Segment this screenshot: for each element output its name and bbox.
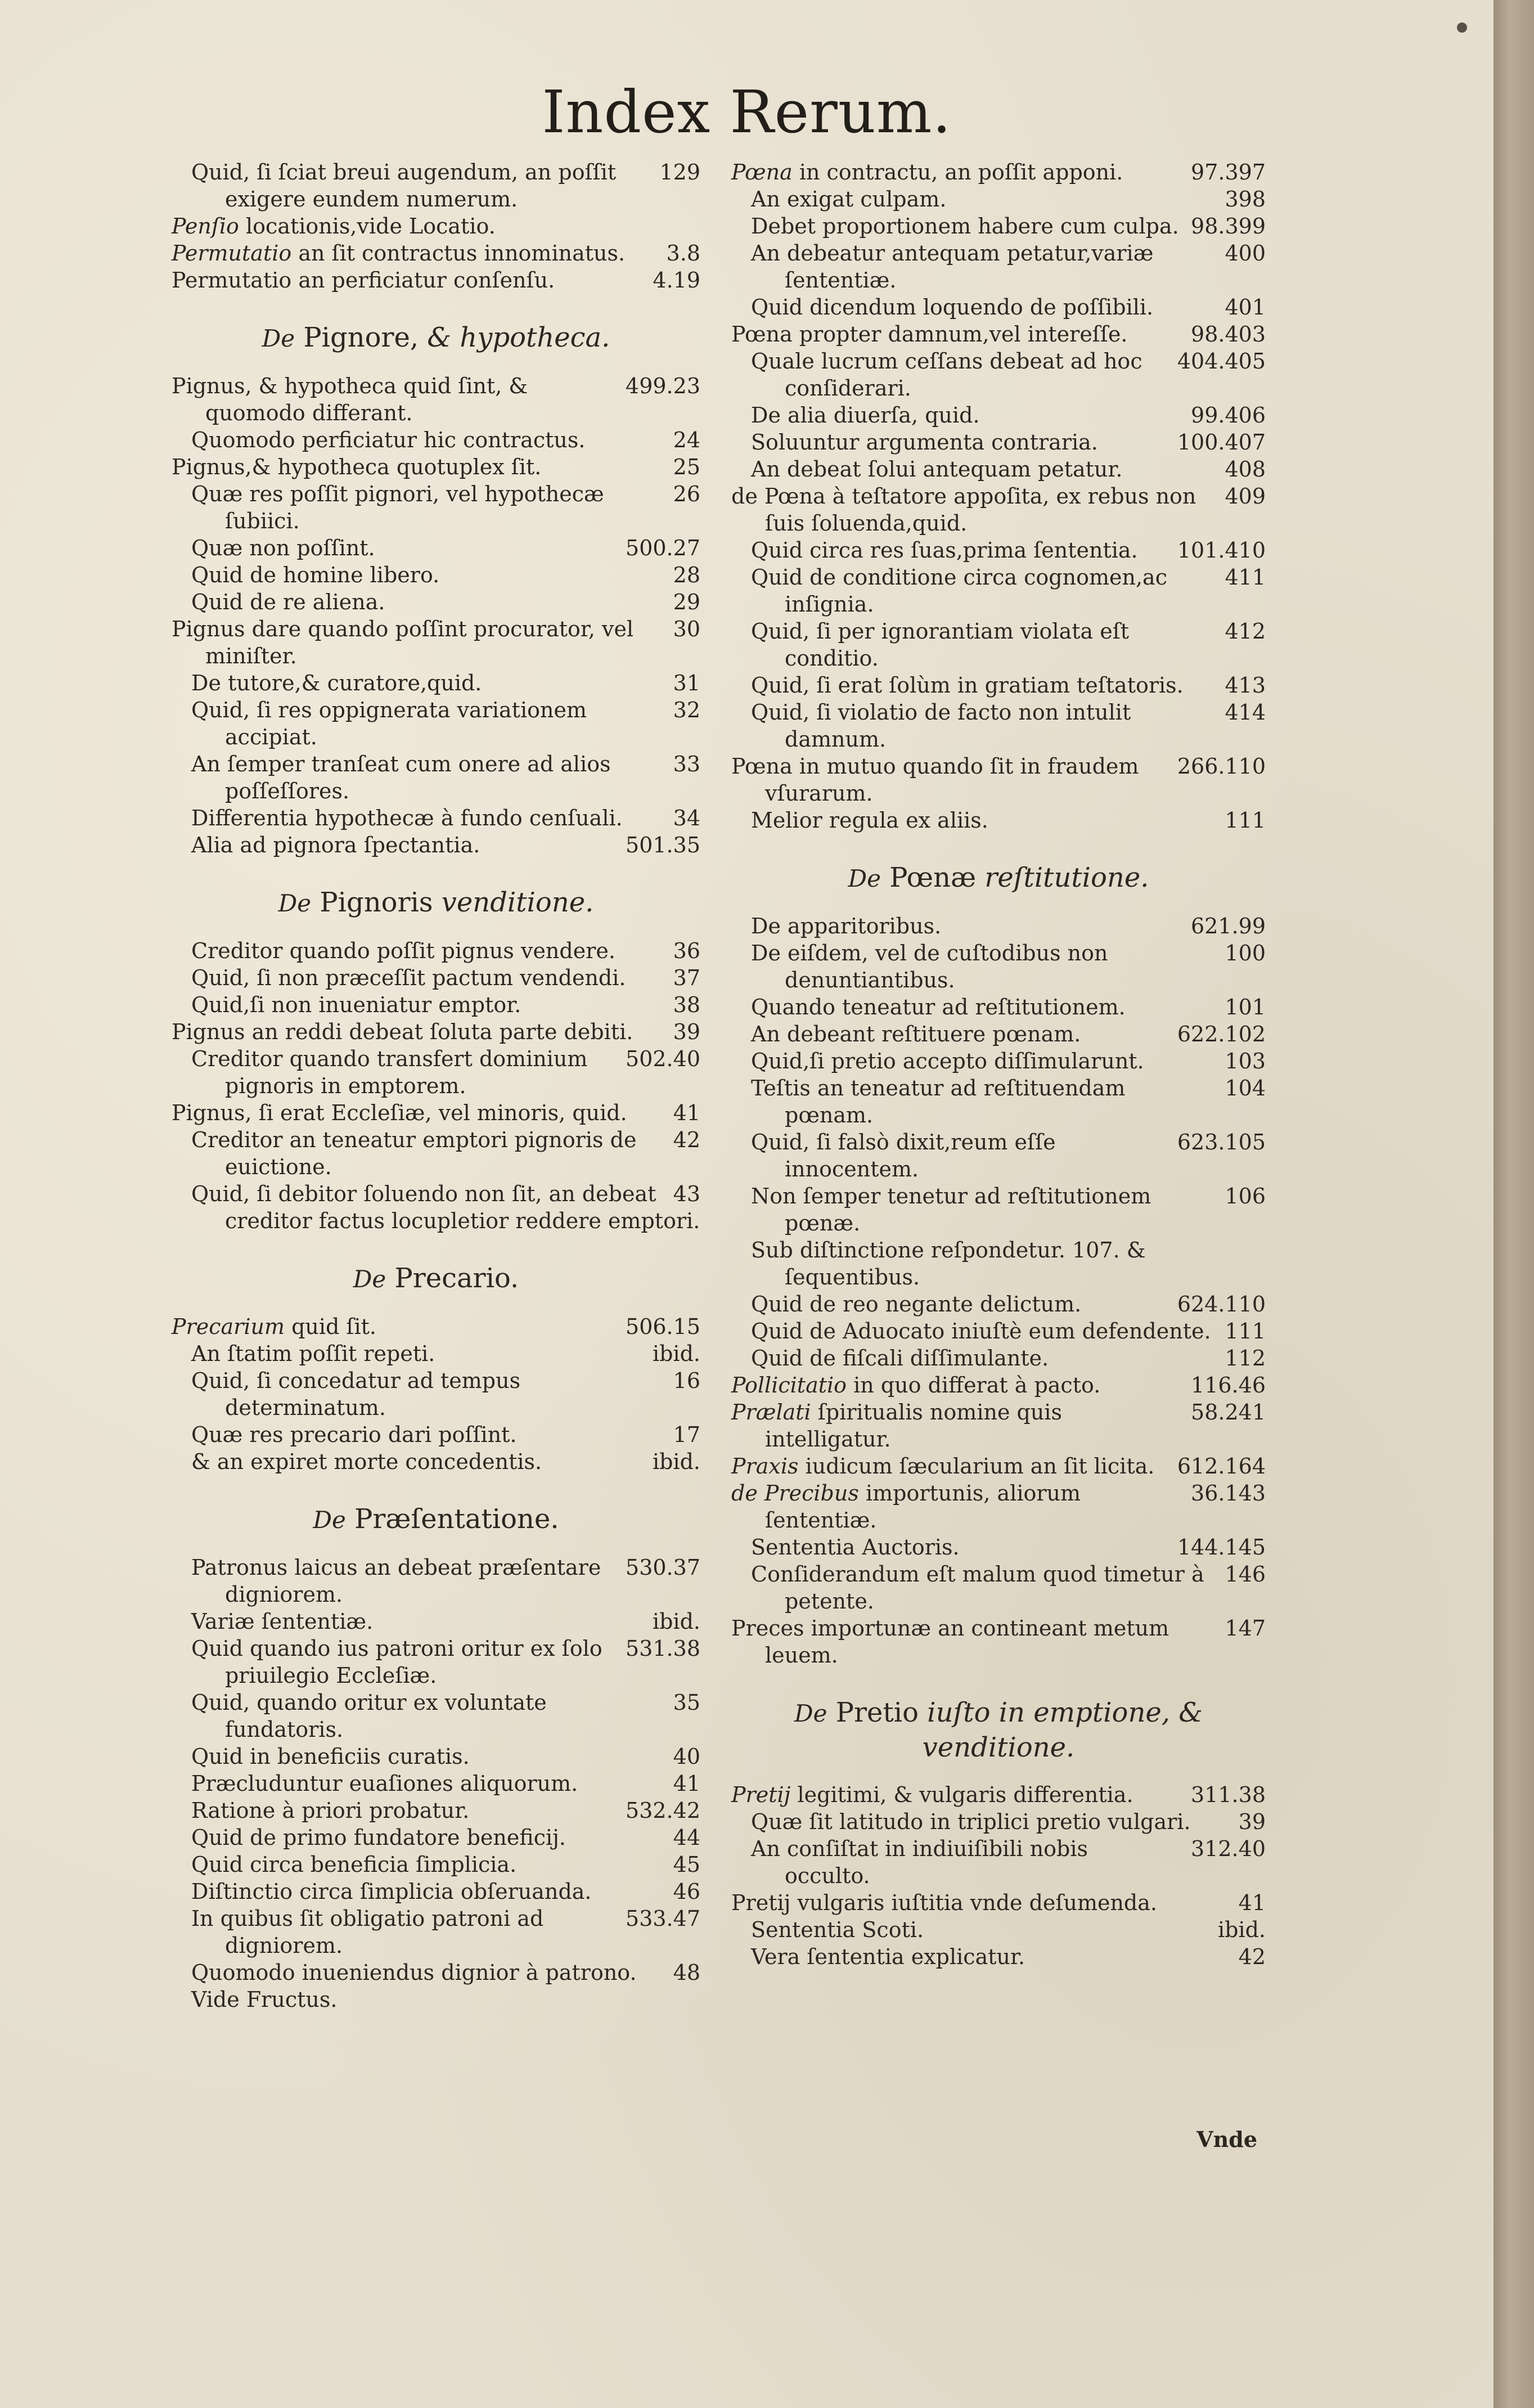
page-reference: 32 bbox=[673, 698, 700, 722]
index-entry bbox=[731, 1318, 1266, 1345]
index-entry bbox=[172, 805, 700, 832]
entry-text: Sententia Auctoris. bbox=[751, 1535, 960, 1560]
page-reference: 36.143 bbox=[1191, 1481, 1266, 1506]
page-reference: 624.110 bbox=[1177, 1292, 1266, 1317]
page-reference: 411 bbox=[1225, 565, 1266, 590]
index-entry bbox=[731, 1075, 1266, 1129]
page-reference: 34 bbox=[673, 806, 700, 830]
page-reference: 48 bbox=[673, 1960, 700, 1985]
entry-text: In quibus ſit obligatio patroni ad digniorem. bbox=[191, 1906, 544, 1958]
entry-text: Pignus an reddi debeat ſoluta parte debiti. bbox=[172, 1019, 633, 1044]
heading-prefix: De bbox=[313, 1506, 346, 1534]
index-entry bbox=[172, 453, 700, 480]
index-entry bbox=[731, 913, 1266, 940]
index-entry bbox=[731, 1480, 1266, 1534]
entry-text: Vera ſententia explicatur. bbox=[751, 1944, 1025, 1969]
page-reference: 39 bbox=[673, 1019, 700, 1044]
entry-text: Quid, quando oritur ex voluntate fundatoris. bbox=[191, 1690, 547, 1742]
entry-text: Pignus,& hypotheca quotuplex ſit. bbox=[172, 455, 542, 479]
entry-text: Melior regula ex aliis. bbox=[751, 808, 988, 833]
page-reference: 46 bbox=[673, 1879, 700, 1904]
section-heading bbox=[731, 861, 1266, 896]
index-entry bbox=[172, 588, 700, 616]
heading-prefix: De bbox=[794, 1700, 827, 1727]
index-entry bbox=[731, 1237, 1266, 1291]
entry-text: Creditor quando transfert dominium pignoris in emptorem. bbox=[191, 1046, 588, 1098]
entry-text: locationis,vide Locatio. bbox=[246, 214, 496, 239]
index-entry bbox=[172, 991, 700, 1018]
index-entry bbox=[172, 1851, 700, 1878]
page-reference: 36 bbox=[673, 938, 700, 963]
index-entry bbox=[731, 1943, 1266, 1970]
entry-text: Quomodo inueniendus dignior à patrono. bbox=[191, 1960, 637, 1985]
index-entry bbox=[731, 1889, 1266, 1916]
index-entry bbox=[172, 1421, 700, 1448]
entry-text: Quando teneatur ad reſtitutionem. bbox=[751, 995, 1126, 1019]
entry-text: Quid de reo negante delictum. bbox=[751, 1292, 1082, 1317]
page-reference: 501.35 bbox=[626, 833, 700, 857]
page-reference: 44 bbox=[673, 1825, 700, 1850]
entry-text: Patronus laicus an debeat præſentare digniorem. bbox=[191, 1555, 601, 1607]
index-entry bbox=[172, 1554, 700, 1608]
index-entry bbox=[731, 1021, 1266, 1048]
index-entry bbox=[172, 1743, 700, 1770]
index-entry bbox=[731, 240, 1266, 294]
entry-text: Preces importunæ an contineant metum leuem. bbox=[731, 1616, 1169, 1668]
heading-prefix: De bbox=[262, 325, 295, 352]
index-entry bbox=[172, 240, 700, 267]
entry-text: Pretij vulgaris iuſtitia vnde deſumenda. bbox=[731, 1890, 1157, 1915]
index-entry bbox=[172, 1018, 700, 1045]
entry-text: Pignus, ſi erat Eccleſiæ, vel minoris, quid. bbox=[172, 1100, 627, 1125]
index-entry bbox=[731, 1808, 1266, 1835]
index-entry bbox=[172, 670, 700, 697]
entry-text: Quid de primo fundatore beneficij. bbox=[191, 1825, 566, 1850]
entry-text: Variæ ſententiæ. bbox=[191, 1609, 374, 1634]
page-reference: 612.164 bbox=[1177, 1454, 1266, 1479]
entry-lead-word: Permutatio bbox=[172, 241, 292, 266]
index-entry bbox=[731, 1183, 1266, 1237]
index-entry bbox=[731, 402, 1266, 429]
entry-text: De apparitoribus. bbox=[751, 914, 942, 938]
index-entry bbox=[731, 1048, 1266, 1075]
index-entry bbox=[731, 753, 1266, 807]
entry-lead-word: de Precibus bbox=[731, 1481, 859, 1506]
entry-text: Quid de Aduocato iniuſtè eum defendente. bbox=[751, 1319, 1211, 1344]
page-reference: 101.410 bbox=[1177, 538, 1266, 563]
entry-text: Quid, ſi violatio de facto non intulit damnum. bbox=[751, 700, 1131, 752]
right-column bbox=[731, 159, 1266, 1970]
index-entry bbox=[731, 456, 1266, 483]
page-reference: 17 bbox=[673, 1422, 700, 1447]
page-reference: 30 bbox=[673, 617, 700, 641]
page-reference: 43 bbox=[673, 1181, 700, 1206]
entry-text: Quomodo perficiatur hic contractus. bbox=[191, 428, 586, 452]
index-entry bbox=[731, 159, 1266, 186]
page-reference: ibid. bbox=[652, 1609, 700, 1634]
index-entry bbox=[172, 426, 700, 453]
page-reference: 38 bbox=[673, 992, 700, 1017]
entry-text: Quid circa beneficia ſimplicia. bbox=[191, 1852, 517, 1877]
index-entry bbox=[172, 616, 700, 670]
page-reference: 42 bbox=[1238, 1944, 1266, 1969]
page-reference: 3.8 bbox=[666, 241, 700, 266]
page-reference: 97.397 bbox=[1191, 160, 1266, 185]
heading-main: Precario. bbox=[394, 1263, 519, 1294]
page-reference: 144.145 bbox=[1177, 1535, 1266, 1560]
entry-text: Quid, ſi ſciat breui augendum, an poſſit exigere eundem numerum. bbox=[191, 160, 617, 212]
heading-emphasis: venditione. bbox=[441, 887, 594, 918]
entry-text: ſpiritualis nomine quis intelligatur. bbox=[765, 1400, 1062, 1452]
heading-main: Præſentatione. bbox=[354, 1503, 559, 1535]
entry-text: Quid de homine libero. bbox=[191, 563, 440, 587]
page-reference: 532.42 bbox=[626, 1798, 700, 1823]
ink-spot bbox=[1457, 23, 1467, 33]
index-entry bbox=[172, 213, 700, 240]
page-reference: 414 bbox=[1225, 700, 1266, 725]
index-entry bbox=[172, 1770, 700, 1797]
index-entry bbox=[731, 1345, 1266, 1372]
page-reference: 4.19 bbox=[653, 268, 700, 293]
entry-text: Differentia hypothecæ à fundo cenſuali. bbox=[191, 806, 623, 830]
entry-text: de Pœna à teſtatore appoſita, ex rebus non ſuis ſoluenda,quid. bbox=[731, 484, 1196, 536]
index-entry bbox=[172, 480, 700, 534]
page-reference: 502.40 bbox=[626, 1046, 700, 1071]
entry-text: Teſtis an teneatur ad reſtituendam pœnam. bbox=[751, 1076, 1126, 1127]
page-reference: 530.37 bbox=[626, 1555, 700, 1580]
page-reference: 622.102 bbox=[1177, 1022, 1266, 1046]
index-entry bbox=[172, 1340, 700, 1367]
page-reference: 499.23 bbox=[626, 374, 700, 398]
entry-text: Sententia Scoti. bbox=[751, 1917, 924, 1942]
index-entry bbox=[731, 672, 1266, 699]
page-reference: 100.407 bbox=[1177, 430, 1266, 455]
entry-text: Quid de conditione circa cognomen,ac inſignia. bbox=[751, 565, 1167, 617]
catchword: Vnde bbox=[1196, 2127, 1257, 2152]
page-reference: 45 bbox=[673, 1852, 700, 1877]
index-entry bbox=[172, 1608, 700, 1635]
index-entry bbox=[731, 1372, 1266, 1399]
entry-text: Quale lucrum ceſſans debeat ad hoc conſiderari. bbox=[751, 349, 1142, 401]
entry-text: Pignus dare quando poſſint procurator, vel miniſter. bbox=[172, 617, 634, 668]
index-entry bbox=[731, 429, 1266, 456]
heading-main: Pignore, bbox=[303, 322, 419, 353]
page-reference: 408 bbox=[1225, 457, 1266, 482]
page-reference: 16 bbox=[673, 1368, 700, 1393]
index-entry bbox=[172, 1959, 700, 1986]
entry-text: Quid quando ius patroni oritur ex ſolo priuilegio Eccleſiæ. bbox=[191, 1636, 602, 1688]
index-entry bbox=[731, 321, 1266, 348]
index-entry bbox=[731, 1615, 1266, 1669]
index-entry bbox=[172, 1689, 700, 1743]
entry-text: An debeant reſtituere pœnam. bbox=[751, 1022, 1081, 1046]
index-entry bbox=[172, 937, 700, 964]
page-reference: 98.399 bbox=[1191, 214, 1266, 239]
left-column bbox=[172, 159, 700, 2013]
section-heading bbox=[731, 1696, 1266, 1764]
index-entry bbox=[731, 699, 1266, 753]
entry-text: An exigat culpam. bbox=[751, 187, 947, 212]
page-reference: 101 bbox=[1225, 995, 1266, 1019]
page-reference: 104 bbox=[1225, 1076, 1266, 1100]
entry-text: Ratione à priori probatur. bbox=[191, 1798, 470, 1823]
entry-text: Quid in beneficiis curatis. bbox=[191, 1744, 470, 1769]
index-entry bbox=[172, 964, 700, 991]
entry-text: Quid de re aliena. bbox=[191, 590, 385, 614]
index-entry bbox=[731, 1453, 1266, 1480]
entry-text: Soluuntur argumenta contraria. bbox=[751, 430, 1098, 455]
page-reference: 25 bbox=[673, 455, 700, 479]
entry-lead-word: Pollicitatio bbox=[731, 1373, 847, 1398]
page-reference: 409 bbox=[1225, 484, 1266, 509]
page-reference: 623.105 bbox=[1177, 1130, 1266, 1154]
page-reference: 146 bbox=[1225, 1562, 1266, 1587]
entry-text: Pignus, & hypotheca quid ſint, & quomodo differant. bbox=[172, 374, 528, 425]
page-reference: 103 bbox=[1225, 1049, 1266, 1073]
entry-text: iudicum ſæcularium an ſit licita. bbox=[805, 1454, 1155, 1479]
index-entry bbox=[731, 940, 1266, 994]
entry-lead-word: Praxis bbox=[731, 1454, 799, 1479]
page-reference: 111 bbox=[1225, 1319, 1266, 1344]
entry-lead-word: Prælati bbox=[731, 1400, 811, 1425]
index-entry bbox=[172, 159, 700, 213]
index-entry bbox=[172, 1878, 700, 1905]
section-heading bbox=[172, 1261, 700, 1296]
heading-emphasis: reſtitutione. bbox=[984, 862, 1149, 893]
entry-text: in quo differat à pacto. bbox=[853, 1373, 1101, 1398]
entry-text: An debeatur antequam petatur,variæ ſententiæ. bbox=[751, 241, 1154, 293]
index-entry bbox=[731, 483, 1266, 537]
index-entry bbox=[731, 1291, 1266, 1318]
page-reference: 37 bbox=[673, 965, 700, 990]
index-entry bbox=[731, 348, 1266, 402]
page-reference: 106 bbox=[1225, 1184, 1266, 1209]
entry-text: An conſiſtat in indiuiſibili nobis occulto. bbox=[751, 1836, 1088, 1888]
entry-text: Quid de fiſcali diſſimulante. bbox=[751, 1346, 1049, 1371]
entry-text: importunis, aliorum ſententiæ. bbox=[765, 1481, 1081, 1533]
heading-emphasis: iuſto in emptione, & venditione. bbox=[922, 1697, 1203, 1763]
entry-text: Quid, ſi per ignorantiam violata eſt conditio. bbox=[751, 619, 1130, 671]
page-reference: 100 bbox=[1225, 941, 1266, 965]
index-entry bbox=[731, 1129, 1266, 1183]
entry-text: an ſit contractus innominatus. bbox=[298, 241, 626, 266]
page-reference: 147 bbox=[1225, 1616, 1266, 1641]
index-entry bbox=[731, 1781, 1266, 1808]
entry-text: An ſtatim poſſit repeti. bbox=[191, 1341, 435, 1366]
page-reference: 533.47 bbox=[626, 1906, 700, 1931]
page-reference: 39 bbox=[1238, 1809, 1266, 1834]
page-reference: 398 bbox=[1225, 187, 1266, 212]
index-entry bbox=[731, 994, 1266, 1021]
page-reference: 311.38 bbox=[1191, 1782, 1266, 1807]
entry-text: Debet proportionem habere cum culpa. bbox=[751, 214, 1179, 239]
section-heading bbox=[172, 886, 700, 920]
index-entry bbox=[731, 537, 1266, 564]
index-entry bbox=[172, 267, 700, 294]
heading-prefix: De bbox=[278, 889, 312, 917]
entry-text: An ſemper tranſeat cum onere ad alios poſſeſſores. bbox=[191, 752, 611, 803]
heading-emphasis: & hypotheca. bbox=[427, 322, 610, 353]
page-reference: ibid. bbox=[1217, 1917, 1266, 1942]
entry-text: Creditor quando poſſit pignus vendere. bbox=[191, 938, 615, 963]
index-entry bbox=[731, 1399, 1266, 1453]
entry-text: Pœna in mutuo quando ſit in fraudem vſurarum. bbox=[731, 754, 1139, 806]
index-entry bbox=[731, 1916, 1266, 1943]
index-entry bbox=[731, 618, 1266, 672]
entry-text: in contractu, an poſſit apponi. bbox=[799, 160, 1123, 185]
entry-text: Quid dicendum loquendo de poſſibili. bbox=[751, 295, 1154, 320]
entry-text: Diſtinctio circa ſimplicia obſeruanda. bbox=[191, 1879, 592, 1904]
entry-text: Quæ non poſſint. bbox=[191, 536, 375, 560]
heading-prefix: De bbox=[848, 865, 881, 892]
entry-text: quid ſit. bbox=[291, 1314, 377, 1339]
entry-text: legitimi, & vulgaris differentia. bbox=[797, 1782, 1133, 1807]
page-reference: 33 bbox=[673, 752, 700, 776]
heading-main: Pretio bbox=[835, 1697, 919, 1728]
entry-text: Permutatio an perficiatur conſenſu. bbox=[172, 268, 555, 293]
entry-text: & an expiret morte concedentis. bbox=[191, 1449, 542, 1474]
index-entry bbox=[172, 1099, 700, 1126]
entry-text: Quid circa res ſuas,prima ſententia. bbox=[751, 538, 1138, 563]
index-entry bbox=[172, 1797, 700, 1824]
entry-lead-word: Penſio bbox=[172, 214, 239, 239]
index-entry bbox=[731, 1534, 1266, 1561]
page-reference: 500.27 bbox=[626, 536, 700, 560]
entry-text: Quæ ſit latitudo in triplici pretio vulgari. bbox=[751, 1809, 1191, 1834]
page-title: Index Rerum. bbox=[542, 78, 952, 146]
entry-text: Non ſemper tenetur ad reſtitutionem pœnæ. bbox=[751, 1184, 1151, 1236]
page-reference: 112 bbox=[1225, 1346, 1266, 1371]
entry-text: Creditor an teneatur emptori pignoris de euictione. bbox=[191, 1127, 637, 1179]
entry-text: Alia ad pignora ſpectantia. bbox=[191, 833, 480, 857]
section-heading bbox=[172, 321, 700, 356]
page-reference: 41 bbox=[1238, 1890, 1266, 1915]
page-reference: 111 bbox=[1225, 808, 1266, 833]
index-entry bbox=[172, 561, 700, 588]
index-entry bbox=[172, 1986, 700, 2013]
page-reference: 413 bbox=[1225, 673, 1266, 698]
page-reference: 99.406 bbox=[1191, 403, 1266, 428]
index-entry bbox=[731, 807, 1266, 834]
page-reference: 31 bbox=[673, 671, 700, 695]
entry-text: Sub diſtinctione reſpondetur. 107. & ſequentibus. bbox=[751, 1238, 1146, 1290]
page-reference: 312.40 bbox=[1191, 1836, 1266, 1861]
index-entry bbox=[172, 1905, 700, 1959]
page-reference: 29 bbox=[673, 590, 700, 614]
page-reference: 400 bbox=[1225, 241, 1266, 266]
page-reference: 404.405 bbox=[1177, 349, 1266, 374]
page-reference: 266.110 bbox=[1177, 754, 1266, 779]
index-entry bbox=[172, 1180, 700, 1234]
entry-text: Quid,ſi non inueniatur emptor. bbox=[191, 992, 521, 1017]
entry-lead-word: Precarium bbox=[172, 1314, 285, 1339]
page-reference: 28 bbox=[673, 563, 700, 587]
entry-text: Quid,ſi pretio accepto diſſimularunt. bbox=[751, 1049, 1144, 1073]
entry-text: Vide Fructus. bbox=[191, 1987, 338, 2012]
entry-text: Quid, ſi falsò dixit,reum eſſe innocentem. bbox=[751, 1130, 1056, 1181]
page-reference: 116.46 bbox=[1191, 1373, 1266, 1398]
page-reference: 41 bbox=[673, 1100, 700, 1125]
entry-text: De alia diuerſa, quid. bbox=[751, 403, 980, 428]
entry-text: Quid, ſi non præceſſit pactum vendendi. bbox=[191, 965, 626, 990]
page-reference: 24 bbox=[673, 428, 700, 452]
index-entry bbox=[172, 1448, 700, 1475]
entry-text: Conſiderandum eſt malum quod timetur à petente. bbox=[751, 1562, 1204, 1614]
index-entry bbox=[731, 564, 1266, 618]
entry-text: Pœna propter damnum,vel intereſſe. bbox=[731, 322, 1128, 347]
page-reference: 98.403 bbox=[1191, 322, 1266, 347]
index-entry bbox=[172, 832, 700, 859]
page-reference: 58.241 bbox=[1191, 1400, 1266, 1425]
index-entry bbox=[731, 294, 1266, 321]
index-entry bbox=[172, 751, 700, 805]
heading-prefix: De bbox=[353, 1265, 386, 1293]
entry-text: Quid, ſi concedatur ad tempus determinatum. bbox=[191, 1368, 521, 1420]
page-reference: 26 bbox=[673, 482, 700, 506]
index-entry bbox=[172, 1635, 700, 1689]
index-entry bbox=[172, 534, 700, 561]
index-entry bbox=[172, 1824, 700, 1851]
entry-lead-word: Pretij bbox=[731, 1782, 791, 1807]
page-reference: 35 bbox=[673, 1690, 700, 1715]
entry-text: Quæ res precario dari poſſint. bbox=[191, 1422, 517, 1447]
page-reference: 129 bbox=[659, 160, 700, 185]
entry-text: De eiſdem, vel de cuſtodibus non denuntiantibus. bbox=[751, 941, 1108, 992]
page-reference: ibid. bbox=[652, 1449, 700, 1474]
index-entry bbox=[731, 186, 1266, 213]
index-entry bbox=[731, 213, 1266, 240]
heading-main: Pignoris bbox=[320, 887, 433, 918]
index-entry bbox=[172, 1367, 700, 1421]
page-reference: 412 bbox=[1225, 619, 1266, 644]
entry-lead-word: Pœna bbox=[731, 160, 793, 185]
entry-text: Præcluduntur euaſiones aliquorum. bbox=[191, 1771, 578, 1796]
page-reference: 506.15 bbox=[626, 1314, 700, 1339]
page-reference: 40 bbox=[673, 1744, 700, 1769]
index-entry bbox=[731, 1561, 1266, 1615]
heading-main: Pœnæ bbox=[889, 862, 977, 893]
page-reference: 401 bbox=[1225, 295, 1266, 320]
index-entry bbox=[172, 1045, 700, 1099]
entry-text: Quid, ſi erat ſolùm in gratiam teſtatoris. bbox=[751, 673, 1184, 698]
entry-text: Quid, ſi res oppignerata variationem accipiat. bbox=[191, 698, 587, 749]
index-entry bbox=[172, 1313, 700, 1340]
entry-text: De tutore,& curatore,quid. bbox=[191, 671, 482, 695]
index-entry bbox=[172, 1126, 700, 1180]
entry-text: Quid, ſi debitor ſoluendo non ſit, an debeat creditor factus locupletior reddere emptori. bbox=[191, 1181, 700, 1233]
entry-text: Quæ res poſſit pignori, vel hypothecæ ſubiici. bbox=[191, 482, 604, 533]
index-entry bbox=[172, 697, 700, 751]
page-reference: 531.38 bbox=[626, 1636, 700, 1661]
page-edge bbox=[1493, 0, 1534, 2408]
index-entry bbox=[731, 1835, 1266, 1889]
page-reference: ibid. bbox=[652, 1341, 700, 1366]
page-reference: 42 bbox=[673, 1127, 700, 1152]
entry-text: An debeat ſolui antequam petatur. bbox=[751, 457, 1123, 482]
page-reference: 41 bbox=[673, 1771, 700, 1796]
page-reference: 621.99 bbox=[1191, 914, 1266, 938]
index-entry bbox=[172, 372, 700, 426]
section-heading bbox=[172, 1502, 700, 1537]
